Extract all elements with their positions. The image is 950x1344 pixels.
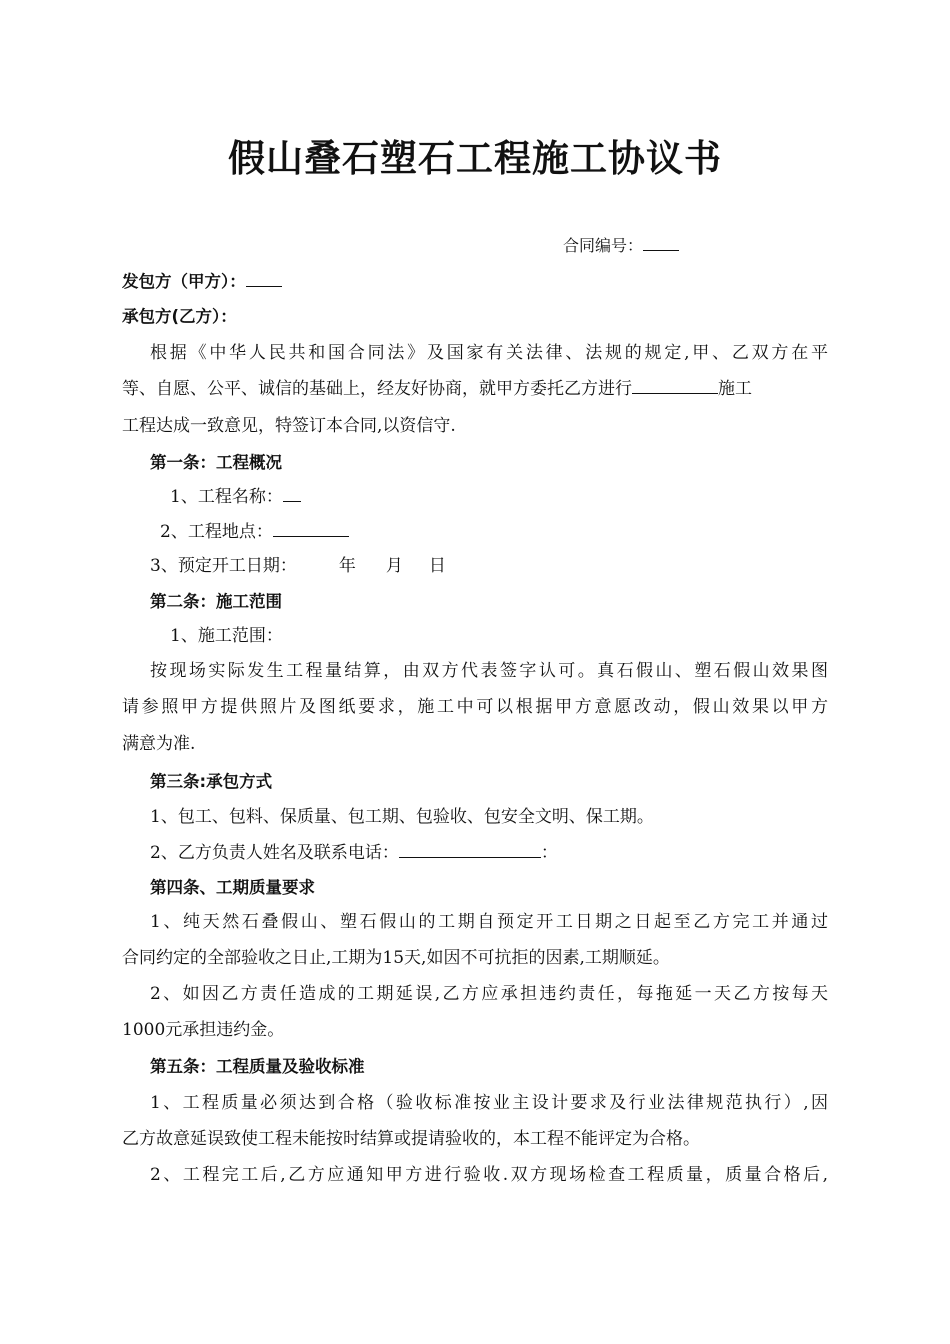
contract-number-blank	[643, 236, 679, 251]
party-a-blank	[246, 272, 282, 287]
article-3-item-1: 1、包工、包料、保质量、包工期、包验收、包安全文明、保工期。	[150, 807, 654, 827]
project-name-label: 1、工程名称：	[170, 487, 283, 507]
article-5-heading: 第五条：工程质量及验收标准	[150, 1057, 365, 1076]
contract-number-label: 合同编号：	[563, 236, 644, 255]
article-4-item-1-line-1: 1、纯天然石叠假山、塑石假山的工期自预定开工日期之日起至乙方完工并通过	[150, 912, 828, 932]
intro-line-2	[122, 378, 828, 400]
project-location-label: 2、工程地点：	[160, 522, 273, 542]
article-3-heading: 第三条:承包方式	[150, 772, 273, 791]
article-2-heading: 第二条：施工范围	[150, 592, 282, 611]
contact-label: 2、乙方负责人姓名及联系电话：	[150, 843, 399, 863]
intro-line-1: 根据《中华人民共和国合同法》及国家有关法律、法规的规定,甲、乙双方在平	[150, 343, 828, 363]
project-location-blank	[273, 522, 349, 537]
article-4-heading: 第四条、工期质量要求	[150, 878, 315, 897]
contact-suffix: ：	[540, 843, 558, 863]
article-2-item-1: 1、施工范围：	[170, 626, 283, 646]
article-2-para-line-2: 请参照甲方提供照片及图纸要求，施工中可以根据甲方意愿改动，假山效果以甲方	[122, 697, 828, 717]
party-a	[122, 271, 828, 293]
article-4-item-2-line-2: 1000元承担违约金。	[122, 1020, 285, 1040]
contract-number	[563, 235, 763, 257]
article-3-item-2	[150, 842, 828, 864]
article-1-item-2	[160, 521, 828, 543]
document-title: 假山叠石塑石工程施工协议书	[228, 137, 722, 180]
party-a-label: 发包方（甲方）：	[122, 272, 246, 291]
intro-line-2-text: 等、自愿、公平、诚信的基础上，经友好协商，就甲方委托乙方进行	[122, 379, 632, 399]
intro-line-2-suffix: 施工	[718, 379, 752, 399]
article-5-item-1-line-2: 乙方故意延误致使工程未能按时结算或提请验收的，本工程不能评定为合格。	[122, 1129, 700, 1149]
article-5-item-1-line-1: 1、工程质量必须达到合格（验收标准按业主设计要求及行业法律规范执行）,因	[150, 1093, 828, 1113]
article-4-item-1-line-2: 合同约定的全部验收之日止,工期为15天,如因不可抗拒的因素,工期顺延。	[122, 948, 670, 968]
article-2-para-line-1: 按现场实际发生工程量结算，由双方代表签字认可。真石假山、塑石假山效果图	[150, 661, 828, 681]
article-2-para-line-3: 满意为准.	[122, 734, 196, 754]
start-date-label: 3、预定开工日期：	[150, 556, 297, 576]
party-b-label: 承包方(乙方）：	[122, 307, 237, 326]
start-date-day: 日	[428, 556, 446, 576]
contact-blank	[399, 843, 541, 858]
party-b	[122, 306, 828, 328]
article-1-item-1	[170, 486, 828, 508]
start-date-month: 月	[385, 556, 403, 576]
article-1-heading: 第一条：工程概况	[150, 453, 282, 472]
intro-line-3: 工程达成一致意见，特签订本合同,以资信守.	[122, 416, 456, 436]
project-name-blank	[283, 487, 301, 502]
start-date-year: 年	[338, 556, 356, 576]
intro-project-blank	[632, 379, 718, 394]
article-4-item-2-line-1: 2、如因乙方责任造成的工期延误,乙方应承担违约责任，每拖延一天乙方按每天	[150, 984, 828, 1004]
article-1-item-3	[150, 555, 828, 577]
article-5-item-2-line-1: 2、工程完工后,乙方应通知甲方进行验收.双方现场检查工程质量，质量合格后,	[150, 1165, 828, 1185]
